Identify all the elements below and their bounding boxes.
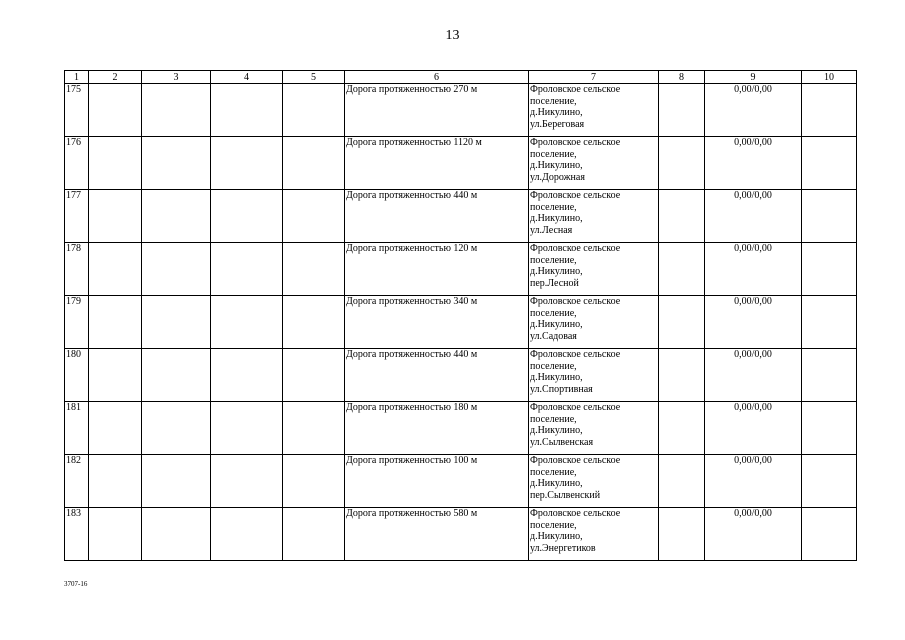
cell-col-4 <box>211 296 283 349</box>
address-line: д.Никулино, <box>530 425 583 436</box>
address-cell <box>529 84 659 137</box>
cell-col-2 <box>89 508 142 561</box>
cell-col-5 <box>283 190 345 243</box>
address-line: поселение, <box>530 148 577 160</box>
cell-col-8 <box>659 84 705 137</box>
address-line: Фроловское сельское <box>530 137 621 148</box>
address-line: поселение, <box>530 95 577 107</box>
address-line: ул.Спортивная <box>530 383 593 395</box>
column-header: 7 <box>529 71 659 84</box>
value-cell: 0,00/0,00 <box>705 84 802 137</box>
table-row <box>65 508 857 561</box>
cell-col-2 <box>89 349 142 402</box>
table-row <box>65 402 857 455</box>
column-header: 3 <box>142 71 211 84</box>
cell-col-3 <box>142 296 211 349</box>
cell-col-5 <box>283 455 345 508</box>
address-line: Фроловское сельское <box>530 190 621 201</box>
address-line: д.Никулино, <box>530 531 583 542</box>
cell-col-8 <box>659 296 705 349</box>
cell-col-5 <box>283 137 345 190</box>
cell-col-3 <box>142 508 211 561</box>
column-header: 8 <box>659 71 705 84</box>
address-line: д.Никулино, <box>530 478 583 489</box>
object-name-cell: Дорога протяженностью 180 м <box>345 402 529 455</box>
object-name-cell: Дорога протяженностью 580 м <box>345 508 529 561</box>
cell-col-10 <box>802 508 857 561</box>
address-line: ул.Сылвенская <box>530 436 594 448</box>
address-line: ул.Энергетиков <box>530 542 596 554</box>
row-number-cell: 179 <box>65 296 89 349</box>
cell-col-10 <box>802 349 857 402</box>
cell-col-3 <box>142 349 211 402</box>
cell-col-5 <box>283 243 345 296</box>
cell-col-2 <box>89 296 142 349</box>
table-body <box>65 84 857 561</box>
value-cell: 0,00/0,00 <box>705 190 802 243</box>
address-line: д.Никулино, <box>530 107 583 118</box>
cell-col-3 <box>142 84 211 137</box>
address-line: поселение, <box>530 360 577 372</box>
property-registry-table <box>64 70 857 561</box>
table-row <box>65 296 857 349</box>
cell-col-8 <box>659 508 705 561</box>
value-cell: 0,00/0,00 <box>705 508 802 561</box>
cell-col-5 <box>283 508 345 561</box>
column-header: 6 <box>345 71 529 84</box>
table-row <box>65 455 857 508</box>
value-cell: 0,00/0,00 <box>705 455 802 508</box>
address-line: ул.Береговая <box>530 118 585 130</box>
table-row <box>65 243 857 296</box>
cell-col-4 <box>211 402 283 455</box>
address-line: Фроловское сельское <box>530 296 621 307</box>
cell-col-5 <box>283 402 345 455</box>
address-line: поселение, <box>530 413 577 425</box>
address-line: Фроловское сельское <box>530 455 621 466</box>
cell-col-2 <box>89 84 142 137</box>
address-cell <box>529 243 659 296</box>
cell-col-2 <box>89 190 142 243</box>
row-number-cell: 177 <box>65 190 89 243</box>
column-header: 2 <box>89 71 142 84</box>
table-row <box>65 349 857 402</box>
cell-col-4 <box>211 243 283 296</box>
address-line: поселение, <box>530 519 577 531</box>
row-number-cell: 182 <box>65 455 89 508</box>
object-name-cell: Дорога протяженностью 270 м <box>345 84 529 137</box>
cell-col-2 <box>89 243 142 296</box>
column-header: 10 <box>802 71 857 84</box>
address-line: Фроловское сельское <box>530 402 621 413</box>
cell-col-8 <box>659 190 705 243</box>
row-number-cell: 175 <box>65 84 89 137</box>
address-line: Фроловское сельское <box>530 508 621 519</box>
document-code: 3707-16 <box>64 580 88 588</box>
cell-col-3 <box>142 243 211 296</box>
row-number-cell: 178 <box>65 243 89 296</box>
address-line: ул.Лесная <box>530 224 573 236</box>
column-header: 5 <box>283 71 345 84</box>
cell-col-4 <box>211 455 283 508</box>
cell-col-8 <box>659 349 705 402</box>
object-name-cell: Дорога протяженностью 100 м <box>345 455 529 508</box>
column-header: 4 <box>211 71 283 84</box>
cell-col-8 <box>659 137 705 190</box>
value-cell: 0,00/0,00 <box>705 402 802 455</box>
object-name-cell: Дорога протяженностью 1120 м <box>345 137 529 190</box>
address-line: Фроловское сельское <box>530 243 621 254</box>
table-row <box>65 190 857 243</box>
table-row <box>65 137 857 190</box>
cell-col-8 <box>659 455 705 508</box>
cell-col-3 <box>142 455 211 508</box>
cell-col-10 <box>802 402 857 455</box>
address-cell <box>529 508 659 561</box>
column-header: 9 <box>705 71 802 84</box>
address-line: поселение, <box>530 254 577 266</box>
address-line: д.Никулино, <box>530 160 583 171</box>
cell-col-5 <box>283 349 345 402</box>
page-number: 13 <box>445 28 460 43</box>
address-line: поселение, <box>530 307 577 319</box>
address-line: д.Никулино, <box>530 266 583 277</box>
address-line: ул.Дорожная <box>530 171 585 183</box>
address-line: пер.Лесной <box>530 277 579 289</box>
column-header: 1 <box>65 71 89 84</box>
address-cell <box>529 455 659 508</box>
object-name-cell: Дорога протяженностью 440 м <box>345 349 529 402</box>
value-cell: 0,00/0,00 <box>705 349 802 402</box>
address-cell <box>529 190 659 243</box>
cell-col-4 <box>211 137 283 190</box>
row-number-cell: 180 <box>65 349 89 402</box>
cell-col-2 <box>89 402 142 455</box>
table-row <box>65 84 857 137</box>
address-cell <box>529 296 659 349</box>
object-name-cell: Дорога протяженностью 340 м <box>345 296 529 349</box>
cell-col-2 <box>89 137 142 190</box>
value-cell: 0,00/0,00 <box>705 243 802 296</box>
address-line: Фроловское сельское <box>530 84 621 95</box>
cell-col-3 <box>142 137 211 190</box>
cell-col-4 <box>211 84 283 137</box>
value-cell: 0,00/0,00 <box>705 137 802 190</box>
address-line: пер.Сылвенский <box>530 489 601 501</box>
row-number-cell: 181 <box>65 402 89 455</box>
table-header-row <box>65 71 857 84</box>
cell-col-5 <box>283 296 345 349</box>
cell-col-8 <box>659 243 705 296</box>
row-number-cell: 183 <box>65 508 89 561</box>
cell-col-10 <box>802 296 857 349</box>
object-name-cell: Дорога протяженностью 440 м <box>345 190 529 243</box>
cell-col-10 <box>802 137 857 190</box>
address-line: ул.Садовая <box>530 330 577 342</box>
address-line: поселение, <box>530 466 577 478</box>
address-cell <box>529 137 659 190</box>
cell-col-8 <box>659 402 705 455</box>
cell-col-10 <box>802 455 857 508</box>
cell-col-5 <box>283 84 345 137</box>
address-line: поселение, <box>530 201 577 213</box>
address-cell <box>529 402 659 455</box>
cell-col-10 <box>802 190 857 243</box>
address-line: д.Никулино, <box>530 319 583 330</box>
object-name-cell: Дорога протяженностью 120 м <box>345 243 529 296</box>
address-line: д.Никулино, <box>530 372 583 383</box>
cell-col-10 <box>802 84 857 137</box>
cell-col-4 <box>211 349 283 402</box>
row-number-cell: 176 <box>65 137 89 190</box>
cell-col-10 <box>802 243 857 296</box>
cell-col-4 <box>211 508 283 561</box>
cell-col-4 <box>211 190 283 243</box>
cell-col-3 <box>142 190 211 243</box>
cell-col-2 <box>89 455 142 508</box>
address-line: Фроловское сельское <box>530 349 621 360</box>
cell-col-3 <box>142 402 211 455</box>
value-cell: 0,00/0,00 <box>705 296 802 349</box>
address-line: д.Никулино, <box>530 213 583 224</box>
address-cell <box>529 349 659 402</box>
